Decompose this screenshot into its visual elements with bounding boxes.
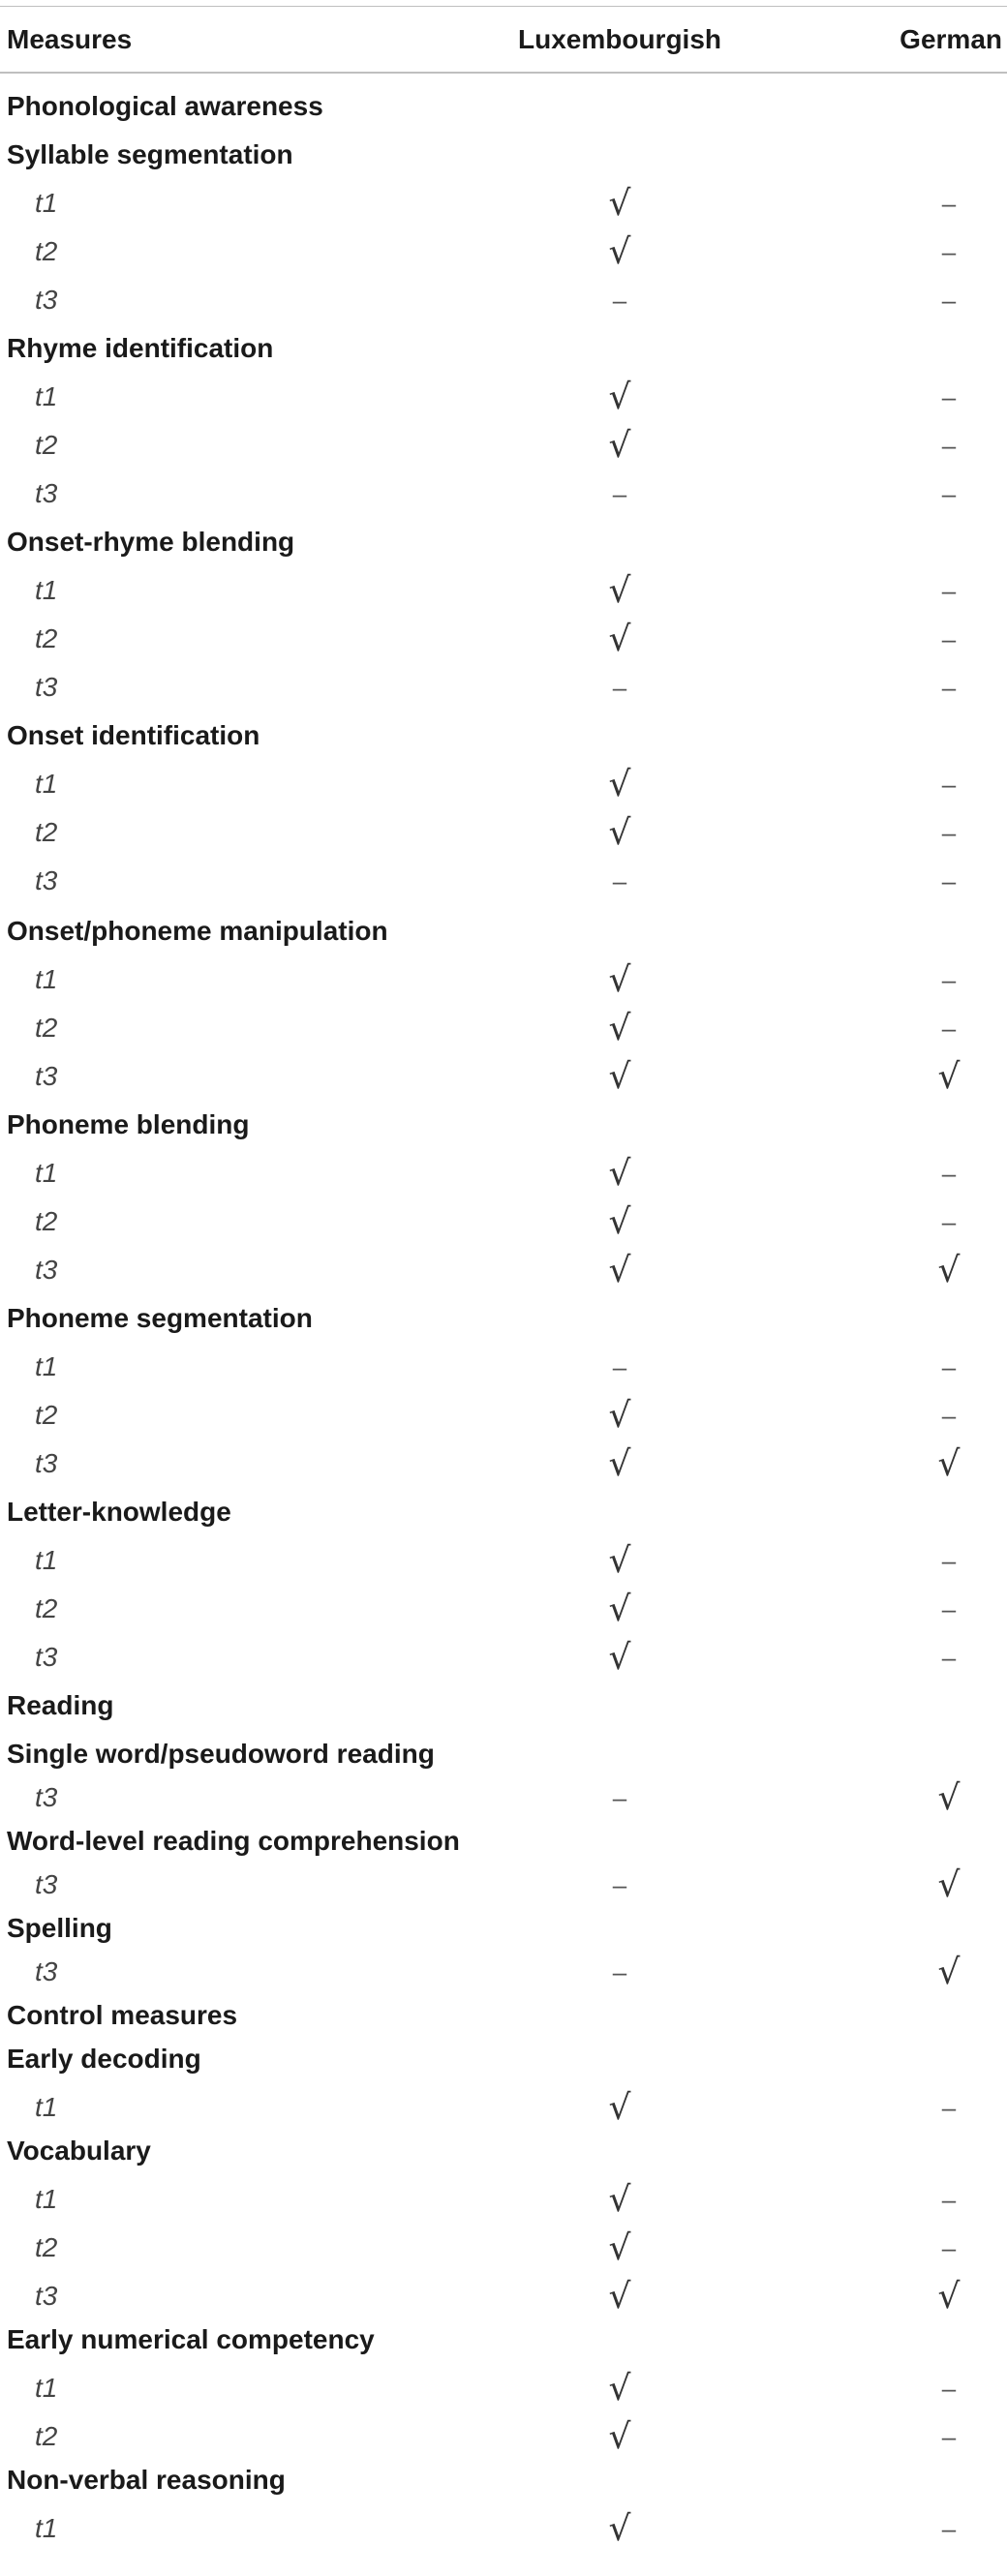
measure-label: Word-level reading comprehension (7, 1826, 460, 1856)
luxembourgish-check-icon: √ (608, 1056, 631, 1097)
measure-row (0, 2127, 1007, 2175)
german-dash-mark: – (941, 1013, 957, 1043)
timepoint-label: t1 (35, 188, 58, 218)
table-row (0, 227, 1007, 276)
luxembourgish-dash-mark: – (612, 865, 627, 895)
german-check-icon: √ (937, 2276, 961, 2317)
luxembourgish-check-icon: √ (608, 1008, 631, 1048)
timepoint-label: t3 (35, 1956, 58, 1986)
german-dash-mark: – (941, 1545, 957, 1575)
measure-row (0, 1904, 1007, 1953)
table-row (0, 2224, 1007, 2272)
timepoint-label: t1 (35, 1351, 58, 1381)
luxembourgish-check-icon: √ (608, 1201, 631, 1242)
measure-row (0, 1101, 1007, 1149)
luxembourgish-check-icon: √ (608, 570, 631, 611)
table-row (0, 2504, 1007, 2553)
german-dash-mark: – (941, 964, 957, 994)
luxembourgish-check-icon: √ (608, 1153, 631, 1194)
table-row (0, 1343, 1007, 1391)
timepoint-label: t2 (35, 1400, 58, 1430)
table-row (0, 1536, 1007, 1585)
german-dash-mark: – (941, 865, 957, 895)
measure-label: Single word/pseudoword reading (7, 1739, 435, 1769)
luxembourgish-check-icon: √ (608, 1540, 631, 1581)
luxembourgish-check-icon: √ (608, 425, 631, 466)
german-dash-mark: – (941, 2232, 957, 2262)
measure-label: Rhyme identification (7, 333, 274, 363)
german-dash-mark: – (941, 188, 957, 218)
table-row (0, 421, 1007, 470)
luxembourgish-check-icon: √ (608, 619, 631, 659)
measure-label: Early numerical competency (7, 2324, 375, 2354)
timepoint-label: t1 (35, 2513, 58, 2543)
measure-row (0, 2316, 1007, 2364)
luxembourgish-check-icon: √ (608, 231, 631, 272)
timepoint-label: t1 (35, 2373, 58, 2403)
measure-label: Vocabulary (7, 2136, 151, 2166)
table-row (0, 470, 1007, 518)
timepoint-label: t3 (35, 2281, 58, 2311)
measure-row (0, 2456, 1007, 2504)
luxembourgish-dash-mark: – (612, 1782, 627, 1812)
timepoint-label: t2 (35, 236, 58, 266)
header-rule (0, 72, 1007, 74)
measure-label: Spelling (7, 1913, 112, 1943)
timepoint-label: t3 (35, 1061, 58, 1091)
german-dash-mark: – (941, 2184, 957, 2214)
table-row (0, 1246, 1007, 1294)
table-row (0, 1585, 1007, 1633)
timepoint-label: t3 (35, 865, 58, 895)
german-check-icon: √ (937, 1250, 961, 1290)
luxembourgish-check-icon: √ (608, 2087, 631, 2128)
luxembourgish-check-icon: √ (608, 2227, 631, 2268)
section-label: Control measures (7, 2000, 238, 2030)
timepoint-label: t1 (35, 769, 58, 799)
luxembourgish-check-icon: √ (608, 377, 631, 417)
table-row (0, 663, 1007, 712)
table-row (0, 2083, 1007, 2132)
german-dash-mark: – (941, 1593, 957, 1623)
table-row (0, 1391, 1007, 1440)
table-row (0, 760, 1007, 808)
timepoint-label: t2 (35, 2232, 58, 2262)
timepoint-label: t2 (35, 2421, 58, 2451)
table-row (0, 808, 1007, 857)
timepoint-label: t1 (35, 381, 58, 411)
german-dash-mark: – (941, 1206, 957, 1236)
measure-row (0, 712, 1007, 760)
header-german: German (900, 24, 1002, 54)
german-dash-mark: – (941, 2421, 957, 2451)
timepoint-label: t3 (35, 285, 58, 315)
luxembourgish-check-icon: √ (608, 2179, 631, 2220)
german-dash-mark: – (941, 769, 957, 799)
table-row (0, 1948, 1007, 1996)
measure-row (0, 1730, 1007, 1778)
german-dash-mark: – (941, 2513, 957, 2543)
table-row (0, 1861, 1007, 1909)
section-row (0, 1991, 1007, 2040)
german-dash-mark: – (941, 623, 957, 653)
luxembourgish-check-icon: √ (608, 2508, 631, 2549)
german-dash-mark: – (941, 285, 957, 315)
section-row (0, 1682, 1007, 1730)
timepoint-label: t1 (35, 1158, 58, 1188)
german-dash-mark: – (941, 1351, 957, 1381)
measure-label: Early decoding (7, 2044, 201, 2074)
luxembourgish-check-icon: √ (608, 2368, 631, 2409)
timepoint-label: t3 (35, 1255, 58, 1285)
measure-label: Onset identification (7, 720, 260, 750)
german-dash-mark: – (941, 1158, 957, 1188)
timepoint-label: t2 (35, 1206, 58, 1236)
timepoint-label: t3 (35, 1642, 58, 1672)
measure-label: Onset-rhyme blending (7, 527, 295, 557)
luxembourgish-check-icon: √ (608, 2416, 631, 2457)
timepoint-label: t2 (35, 817, 58, 847)
german-dash-mark: – (941, 430, 957, 460)
timepoint-label: t2 (35, 430, 58, 460)
measure-row (0, 1294, 1007, 1343)
table-row (0, 276, 1007, 324)
luxembourgish-dash-mark: – (612, 478, 627, 508)
table-row (0, 2175, 1007, 2224)
luxembourgish-check-icon: √ (608, 2276, 631, 2317)
timepoint-label: t3 (35, 1869, 58, 1899)
luxembourgish-check-icon: √ (608, 959, 631, 1000)
german-check-icon: √ (937, 1864, 961, 1905)
table-row (0, 2272, 1007, 2320)
table-row (0, 179, 1007, 227)
luxembourgish-check-icon: √ (608, 764, 631, 804)
measure-label: Onset/phoneme manipulation (7, 916, 388, 946)
german-dash-mark: – (941, 1400, 957, 1430)
german-dash-mark: – (941, 2092, 957, 2122)
timepoint-label: t1 (35, 1545, 58, 1575)
table-top-rule (0, 6, 1007, 7)
luxembourgish-dash-mark: – (612, 672, 627, 702)
table-row (0, 2364, 1007, 2412)
section-row (0, 82, 1007, 131)
table-row (0, 1773, 1007, 1822)
measure-row (0, 324, 1007, 373)
section-label: Phonological awareness (7, 91, 323, 121)
luxembourgish-check-icon: √ (608, 183, 631, 224)
table-row (0, 1633, 1007, 1682)
german-dash-mark: – (941, 672, 957, 702)
luxembourgish-dash-mark: – (612, 1869, 627, 1899)
measure-label: Syllable segmentation (7, 139, 293, 169)
german-check-icon: √ (937, 1777, 961, 1818)
measure-row (0, 2035, 1007, 2083)
german-dash-mark: – (941, 236, 957, 266)
german-dash-mark: – (941, 478, 957, 508)
table-row (0, 1440, 1007, 1488)
german-check-icon: √ (937, 1443, 961, 1484)
german-check-icon: √ (937, 1952, 961, 1992)
timepoint-label: t3 (35, 478, 58, 508)
header-measures: Measures (7, 24, 133, 54)
timepoint-label: t2 (35, 1593, 58, 1623)
luxembourgish-check-icon: √ (608, 1395, 631, 1436)
timepoint-label: t3 (35, 1448, 58, 1478)
table-row (0, 955, 1007, 1004)
table-row (0, 373, 1007, 421)
table-row (0, 566, 1007, 615)
luxembourgish-check-icon: √ (608, 1443, 631, 1484)
section-label: Reading (7, 1690, 114, 1720)
german-dash-mark: – (941, 575, 957, 605)
measure-row (0, 1817, 1007, 1865)
german-dash-mark: – (941, 381, 957, 411)
measure-row (0, 907, 1007, 955)
luxembourgish-dash-mark: – (612, 285, 627, 315)
timepoint-label: t3 (35, 1782, 58, 1812)
measure-label: Phoneme segmentation (7, 1303, 313, 1333)
german-check-icon: √ (937, 1056, 961, 1097)
timepoint-label: t2 (35, 623, 58, 653)
table-row (0, 857, 1007, 905)
timepoint-label: t2 (35, 1013, 58, 1043)
german-dash-mark: – (941, 2373, 957, 2403)
timepoint-label: t1 (35, 2092, 58, 2122)
luxembourgish-dash-mark: – (612, 1956, 627, 1986)
measure-row (0, 518, 1007, 566)
table-row (0, 1004, 1007, 1052)
timepoint-label: t3 (35, 672, 58, 702)
table-row (0, 1149, 1007, 1197)
luxembourgish-check-icon: √ (608, 1637, 631, 1678)
luxembourgish-dash-mark: – (612, 1351, 627, 1381)
table-row (0, 1197, 1007, 1246)
german-dash-mark: – (941, 817, 957, 847)
measure-row (0, 1488, 1007, 1536)
timepoint-label: t1 (35, 964, 58, 994)
table-row (0, 615, 1007, 663)
table-row (0, 2412, 1007, 2461)
luxembourgish-check-icon: √ (608, 1250, 631, 1290)
timepoint-label: t1 (35, 2184, 58, 2214)
header-luxembourgish: Luxembourgish (517, 24, 721, 54)
german-dash-mark: – (941, 1642, 957, 1672)
luxembourgish-check-icon: √ (608, 812, 631, 853)
measure-label: Phoneme blending (7, 1109, 250, 1139)
luxembourgish-check-icon: √ (608, 1589, 631, 1629)
measure-row (0, 131, 1007, 179)
table-row (0, 1052, 1007, 1101)
timepoint-label: t1 (35, 575, 58, 605)
table-header-row (0, 13, 1007, 67)
measure-label: Letter-knowledge (7, 1497, 231, 1527)
measure-label: Non-verbal reasoning (7, 2465, 286, 2495)
